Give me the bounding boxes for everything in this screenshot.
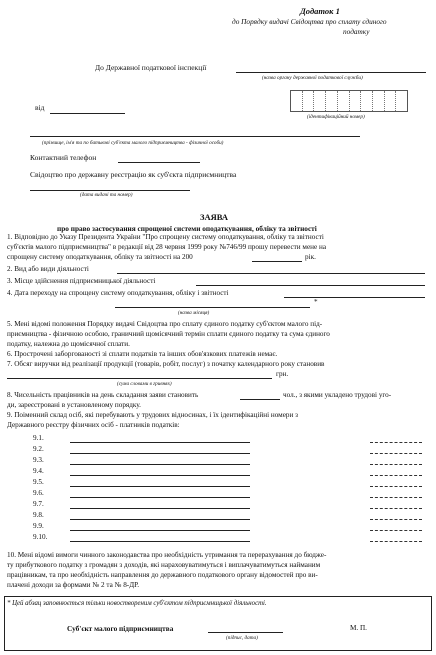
item8-text-b: чол., з якими укладено трудові уго- [283,391,392,399]
item10-line1: 10. Мені відомі вимоги чинного законодавства про необхідність утримання та перерахування до бюдже- [7,551,327,559]
item9-line1: 9. Поіменний склад осіб, які перебувають у трудових відносинах, і їх ідентифікаційні номери з [7,411,298,419]
item9-line2: Державного реєстру фізичних осіб - платників податків: [7,421,180,429]
item1-year-suffix: рік. [305,253,316,261]
row-number: 9.2. [33,445,44,453]
appendix-title: Додаток 1 [300,6,340,16]
item4-caption: (назва місяця) [178,310,210,316]
application-title: ЗАЯВА [200,212,229,222]
from-line [50,113,125,114]
row-name-line[interactable] [70,508,250,509]
row-id-line[interactable] [370,475,422,476]
row-id-line[interactable] [370,508,422,509]
item1-line3: спрощену систему оподаткування, обліку та звітності на 200 [7,253,193,261]
addressee-label: До Державної податкової інспекції [95,63,207,72]
year-line[interactable] [252,261,302,262]
row-id-line[interactable] [370,453,422,454]
row-name-line[interactable] [70,497,250,498]
certificate-caption: (дата видачі та номер) [80,192,133,198]
item4-label: 4. Дата переходу на спрощену систему оподаткування, обліку і звітності [7,289,229,297]
row-id-line[interactable] [370,497,422,498]
item7-caption: (сума словами в гривнях) [117,381,172,387]
item3-label: 3. Місце здійснення підприємницької діяльності [7,277,156,285]
row-id-line[interactable] [370,519,422,520]
item4-month-line[interactable] [115,307,310,308]
row-number: 9.4. [33,467,44,475]
row-name-line[interactable] [70,530,250,531]
row-name-line[interactable] [70,519,250,520]
certificate-line [30,190,190,191]
row-number: 9.6. [33,489,44,497]
addressee-line [236,72,426,73]
row-name-line[interactable] [70,453,250,454]
row-id-line[interactable] [370,541,422,542]
asterisk-mark: * [314,298,318,306]
phone-line [118,162,200,163]
row-id-line[interactable] [370,486,422,487]
item8-line2: ди, зареєстровані в установленому порядку. [7,401,141,409]
signature-line[interactable] [208,632,283,633]
appendix-subtitle-line2: податку [343,27,370,36]
row-number: 9.5. [33,478,44,486]
id-number-caption: (ідентифікаційний номер) [307,114,365,120]
row-number: 9.8. [33,511,44,519]
row-id-line[interactable] [370,442,422,443]
item6-text: 6. Прострочені заборгованості зі сплати податків та інших обов'язкових платежів немає. [7,350,278,358]
seal-mark: М. П. [350,624,367,632]
row-id-line[interactable] [370,464,422,465]
item3-line[interactable] [196,285,425,286]
application-subtitle: про право застосування спрощеної системи оподаткування, обліку та звітності [57,224,317,233]
item2-line[interactable] [117,273,425,274]
person-name-caption: (прізвище, ім'я та по батькові суб'єкта малого підприємництва - фізичної особи) [42,140,224,146]
row-number: 9.1. [33,434,44,442]
phone-label: Контактний телефон [30,153,97,162]
row-number: 9.10. [33,533,48,541]
item5-line1: 5. Мені відомі положення Порядку видачі Свідоцтва про сплату єдиного податку суб'єктом малого під- [7,320,323,328]
item10-line3: працівникам, та про необхідність направлення до державного податкового органу відомостей про ви- [7,571,318,579]
item8-text: 8. Чисельність працівників на день складання заяви становить [7,391,199,399]
certificate-label: Свідоцтво про державну реєстрацію як суб'єкта підприємництва [30,170,237,179]
addressee-caption: (назва органу державної податкової служби) [262,75,363,81]
row-name-line[interactable] [70,464,250,465]
item4-line[interactable] [284,297,425,298]
from-label: від [35,103,45,112]
id-number-boxes[interactable] [290,90,408,112]
row-id-line[interactable] [370,530,422,531]
item5-line2: приємництва - фізичною особою, граничний щомісячний термін сплати єдиного податку та сума єдиного [7,330,330,338]
signature-label: Суб'єкт малого підприємництва [67,624,174,633]
item10-line2: ту прибуткового податку з громадян з доходів, які нараховуватимуться і виплачуватимуться найманим [7,561,321,569]
item5-line3: податку, належна до щомісячної сплати. [7,340,130,348]
item2-label: 2. Вид або види діяльності [7,265,89,273]
row-number: 9.7. [33,500,44,508]
item7-amount-line[interactable] [7,378,272,379]
person-name-line [30,136,360,137]
row-name-line[interactable] [70,442,250,443]
item7-currency: грн. [276,370,289,378]
item1-line2: суб'єктів малого підприємництва" в редакції від 28 червня 1999 року №746/99 прошу перевести мене на [7,243,327,251]
footnote: * Цей абзац заповнюється тільки новоствореним суб'єктом підприємницької діяльності. [7,600,267,607]
row-number: 9.3. [33,456,44,464]
row-name-line[interactable] [70,541,250,542]
row-name-line[interactable] [70,486,250,487]
appendix-subtitle-line1: до Порядку видачі Свідоцтва про сплату єдиного [232,17,387,26]
row-name-line[interactable] [70,475,250,476]
item1-line1: 1. Відповідно до Указу Президента України "Про спрощену систему оподаткування, обліку та звітності [7,233,324,241]
item8-count-line[interactable] [240,399,280,400]
signature-caption: (підпис, дата) [226,635,258,641]
item7-text: 7. Обсяг виручки від реалізації продукції (товарів, робіт, послуг) з початку календарного року становив [7,360,325,368]
row-number: 9.9. [33,522,44,530]
item10-line4: плачені доходи за формами № 2 та № 8-ДР. [7,581,140,589]
